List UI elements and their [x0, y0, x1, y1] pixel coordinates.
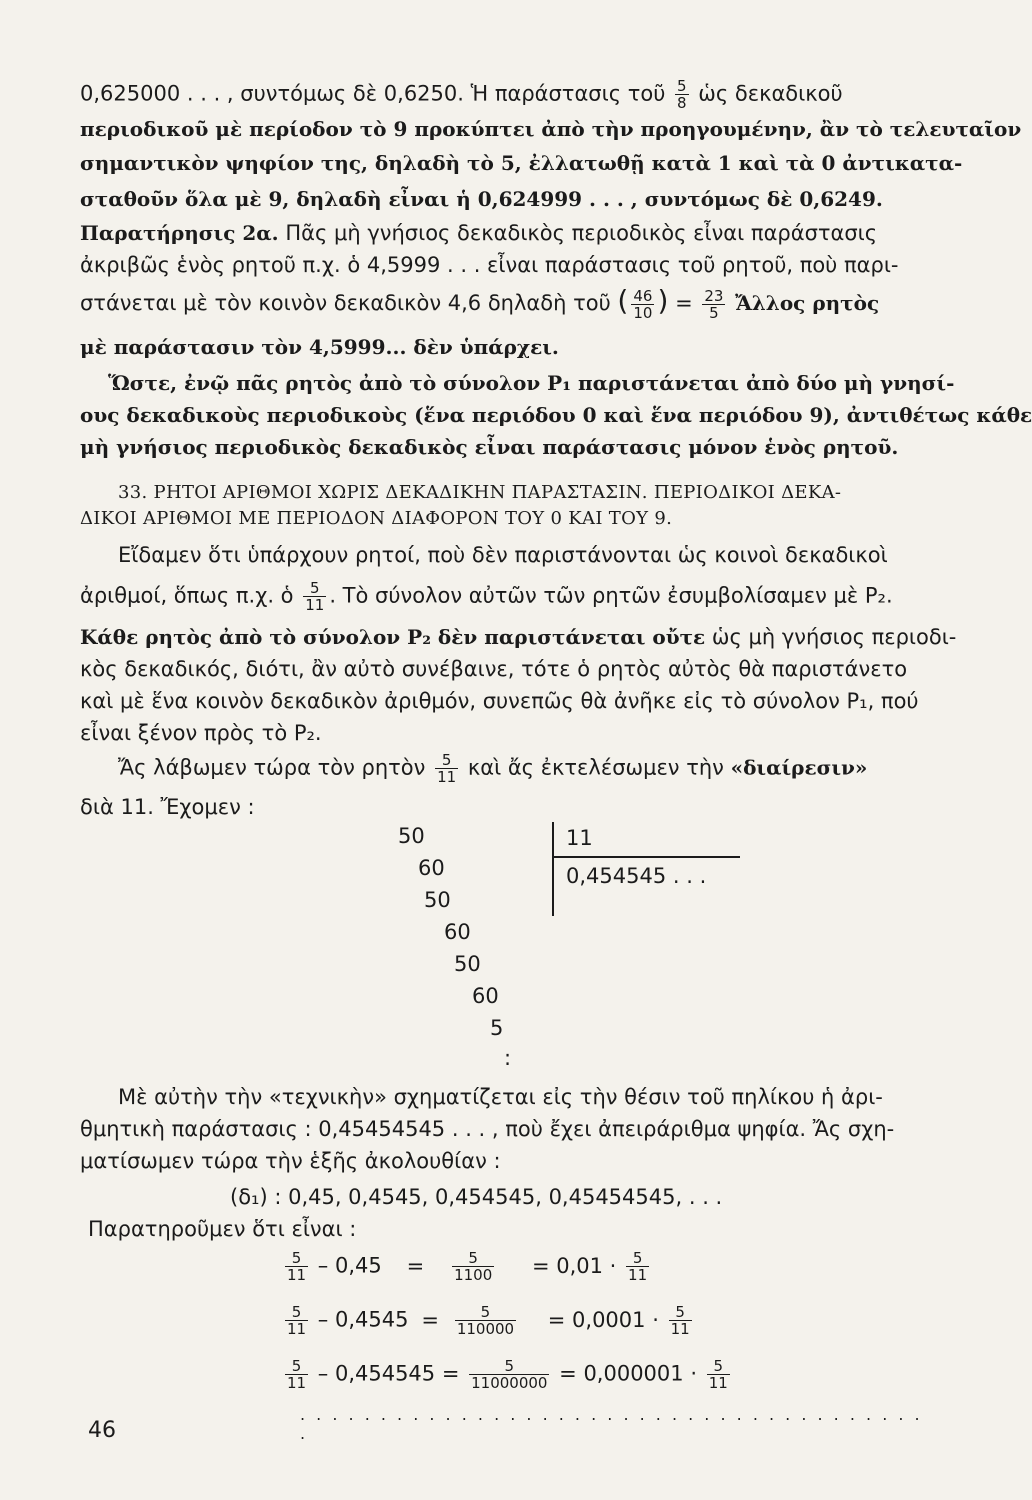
text-line-7: στάνεται μὲ τὸν κοινὸν δεκαδικὸν 4,6 δηλαδὴ τοῦ ( $\frac{46}{10}$ ) = $\frac{23}{5}$ Ἄλλος ρητὸς [80, 284, 880, 322]
text-line-22: ματίσωμεν τώρα τὴν ἑξῆς ἀκολουθίαν : [80, 1149, 501, 1173]
division-row: : [504, 1046, 512, 1070]
text-line-18: Ἄς λάβωμεν τώρα τὸν ρητὸν $\frac{5}{11}$ καὶ ἄς ἐκτελέσωμεν τὴν «διαίρεσιν» [118, 751, 868, 786]
division-bar-vertical [552, 822, 554, 916]
division-row: 50 [424, 888, 451, 912]
equation-3: $\frac{5}{11}$ – 0,454545 = $\frac{5}{11000000}$ = 0,000001 · $\frac{5}{11}$ [287, 1357, 728, 1392]
text-line-13: ἀριθμοί, ὅπως π.χ. ὁ $\frac{5}{11}$ . Τὸ σύνολον αὐτῶν τῶν ρητῶν ἐσυμβολίσαμεν μὲ Ρ₂. [80, 579, 893, 614]
text-line-8: μὲ παράστασιν τὸν 4,5999... δὲν ὑπάρχει. [80, 335, 559, 359]
text-line-9: Ὥστε, ἐνῷ πᾶς ρητὸς ἀπὸ τὸ σύνολον Ρ₁ παριστάνεται ἀπὸ δύο μὴ γνησί- [108, 371, 955, 395]
page-number: 46 [88, 1418, 116, 1443]
text-line-12: Εἴδαμεν ὅτι ὑπάρχουν ρητοί, ποὺ δὲν παριστάνονται ὡς κοινοὶ δεκαδικοὶ [118, 543, 888, 567]
fraction-23-5: $\frac{23}{5}$ [704, 286, 724, 322]
text-line-20: Μὲ αὐτὴν τὴν «τεχνικὴν» σχηματίζεται εἰς τὴν θέσιν τοῦ πηλίκου ἡ ἀρι- [118, 1085, 883, 1109]
text-line-17: εἶναι ξένον πρὸς τὸ Ρ₂. [80, 721, 322, 745]
division-row: 5 [490, 1016, 504, 1040]
equation-2: $\frac{5}{11}$ – 0,4545 = $\frac{5}{110000}$ = 0,0001 · $\frac{5}{11}$ [287, 1303, 690, 1338]
fraction-5-11: $\frac{5}{11}$ [305, 579, 325, 614]
sequence-line: (δ₁) : 0,45, 0,4545, 0,454545, 0,45454545, . . . [230, 1185, 723, 1209]
fraction-5-8: $\frac{5}{8}$ [677, 77, 687, 112]
text-line-15: κὸς δεκαδικός, διότι, ἂν αὐτὸ συνέβαινε, τότε ὁ ρητὸς αὐτὸς θὰ παριστάνετο [80, 657, 908, 681]
text-line-4: σταθοῦν ὅλα μὲ 9, δηλαδὴ εἶναι ἡ 0,624999 . . . , συντόμως δὲ 0,6249. [80, 187, 883, 211]
equation-1: $\frac{5}{11}$ – 0,45 = $\frac{5}{1100}$ = 0,01 · $\frac{5}{11}$ [287, 1249, 648, 1284]
division-row: 60 [444, 920, 471, 944]
division-row: 60 [418, 856, 445, 880]
fraction-5-11-b: $\frac{5}{11}$ [437, 751, 457, 786]
fraction-46-10: $\frac{46}{10}$ [633, 286, 653, 322]
text-line-2: περιοδικοῦ μὲ περίοδον τὸ 9 προκύπτει ἀπὸ τὴν προηγουμένην, ἂν τὸ τελευταῖον [80, 117, 1022, 141]
text-line-3: σημαντικὸν ψηφίον της, δηλαδὴ τὸ 5, ἐλλατωθῇ κατὰ 1 καὶ τὰ 0 ἀντικατα- [80, 151, 963, 175]
division-row: 50 [398, 824, 425, 848]
text-line-10: ους δεκαδικοὺς περιοδικοὺς (ἕνα περιόδου 0 καὶ ἕνα περιόδου 9), ἀντιθέτως κάθε [80, 403, 1032, 427]
text-line-11: μὴ γνήσιος περιοδικὸς δεκαδικὸς εἶναι παράστασις μόνον ἑνὸς ρητοῦ. [80, 435, 899, 459]
text-line-14: Κάθε ρητὸς ἀπὸ τὸ σύνολον Ρ₂ δὲν παριστάνεται οὔτε ὡς μὴ γνήσιος περιοδι- [80, 625, 957, 649]
division-bar-horizontal [552, 856, 740, 858]
text-line-16: καὶ μὲ ἕνα κοινὸν δεκαδικὸν ἀριθμόν, συνεπῶς θὰ ἀνῆκε εἰς τὸ σύνολον Ρ₁, πού [80, 689, 919, 713]
continuation-dots: . . . . . . . . . . . . . . . . . . . . . . . . . . . . . . . . . . . . . . . . [300, 1405, 923, 1443]
text-line-1: 0,625000 . . . , συντόμως δὲ 0,6250. Ἡ παράστασις τοῦ $\frac{5}{8}$ ὡς δεκαδικοῦ [80, 77, 843, 112]
quotient: 0,454545 . . . [566, 864, 707, 888]
section-heading-1: 33. ΡΗΤΟΙ ΑΡΙΘΜΟΙ ΧΩΡΙΣ ΔΕΚΑΔΙΚΗΝ ΠΑΡΑΣΤΑΣΙΝ. ΠΕΡΙΟΔΙΚΟΙ ΔΕΚΑ- [118, 482, 842, 503]
text-line-24: Παρατηροῦμεν ὅτι εἶναι : [88, 1217, 357, 1241]
remark-label: Παρατήρησις 2α. [80, 221, 279, 245]
remark-heading-line: Παρατήρησις 2α. Πᾶς μὴ γνήσιος δεκαδικὸς περιοδικὸς εἶναι παράστασις [80, 221, 878, 245]
text-line-19: διὰ 11. Ἔχομεν : [80, 795, 255, 819]
text-line-21: θμητικὴ παράστασις : 0,45454545 . . . , ποὺ ἔχει ἀπειράριθμα ψηφία. Ἄς σχη- [80, 1117, 895, 1141]
division-row: 60 [472, 984, 499, 1008]
section-heading-2: ΔΙΚΟΙ ΑΡΙΘΜΟΙ ΜΕ ΠΕΡΙΟΔΟΝ ΔΙΑΦΟΡΟΝ ΤΟΥ 0 ΚΑΙ ΤΟΥ 9. [80, 508, 673, 529]
division-row: 50 [454, 952, 481, 976]
text-line-6: ἀκριβῶς ἑνὸς ρητοῦ π.χ. ὁ 4,5999 . . . εἶναι παράστασις τοῦ ρητοῦ, ποὺ παρι- [80, 253, 899, 277]
divisor: 11 [566, 826, 593, 850]
